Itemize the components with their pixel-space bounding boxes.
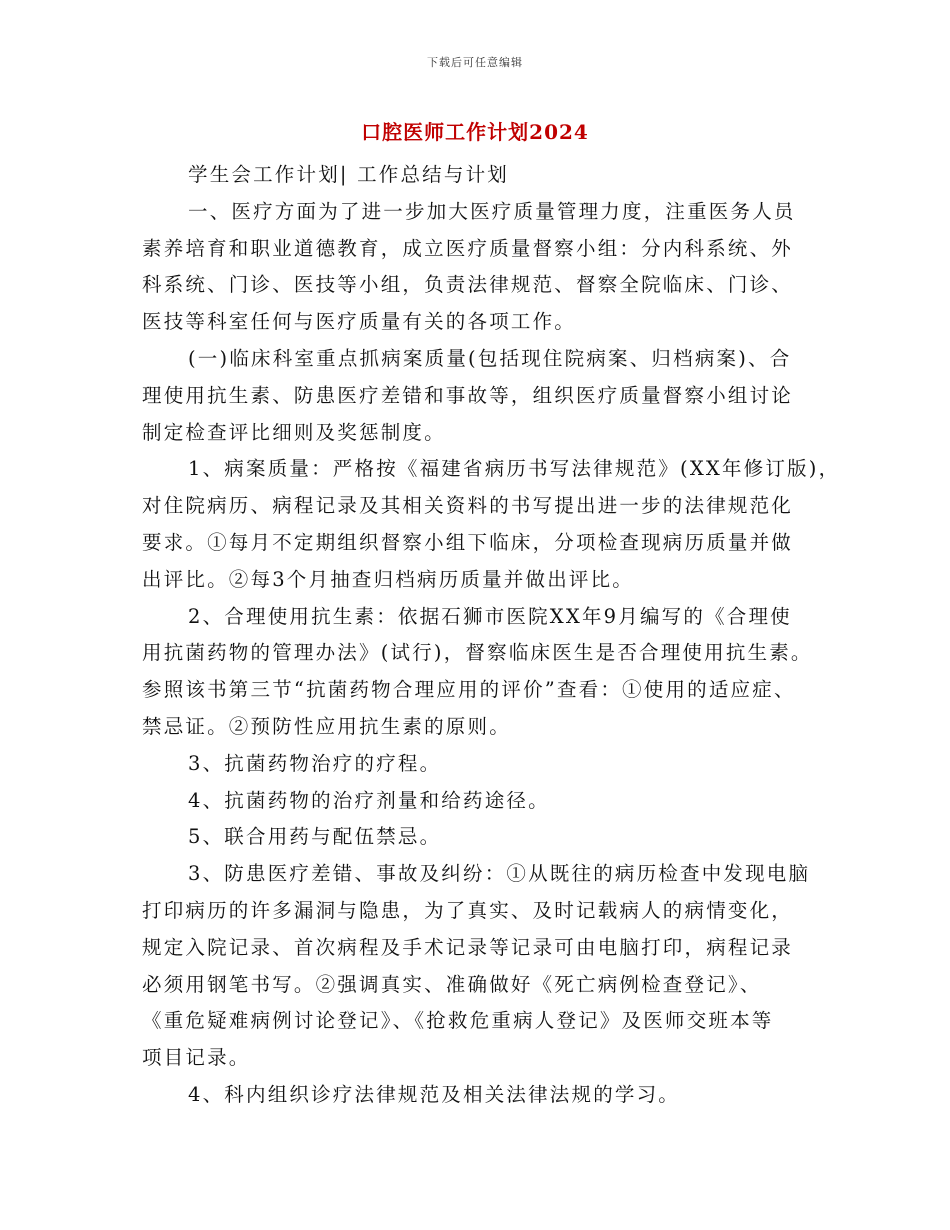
document-title: 口腔医师工作计划2024 <box>361 120 589 144</box>
paragraph <box>142 599 842 746</box>
paragraph-line: 素养培育和职业道德教育，成立医疗质量督察小组：分内科系统、外 <box>142 236 794 260</box>
paragraph-line: 《重危疑难病例讨论登记》、《抢救危重病人登记》及医师交班本等 <box>142 1009 774 1033</box>
paragraph-line: 4、科内组织诊疗法律规范及相关法律法规的学习。 <box>188 1082 681 1106</box>
paragraph <box>142 1077 842 1114</box>
paragraph-line: 用抗菌药物的管理办法》(试行)，督察临床医生是否合理使用抗生素。 <box>142 641 813 665</box>
paragraph <box>142 341 842 451</box>
paragraph-line: 必须用钢笔书写。②强调真实、准确做好《死亡病例检查登记》、 <box>142 972 762 996</box>
paragraph <box>142 194 842 341</box>
paragraph-line: 要求。①每月不定期组织督察小组下临床，分项检查现病历质量并做 <box>142 530 794 554</box>
document-body <box>142 157 842 1114</box>
paragraph-line: (一)临床科室重点抓病案质量(包括现住院病案、归档病案)、合 <box>188 346 792 370</box>
paragraph-line: 学生会工作计划| 工作总结与计划 <box>188 163 509 186</box>
paragraph-line: 医技等科室任何与医疗质量有关的各项工作。 <box>142 310 577 334</box>
paragraph-line: 打印病历的许多漏洞与隐患，为了真实、及时记载病人的病情变化， <box>142 898 794 922</box>
paragraph-line: 规定入院记录、首次病程及手术记录等记录可由电脑打印，病程记录 <box>142 935 794 959</box>
header-note: 下载后可任意编辑 <box>427 56 523 69</box>
paragraph <box>142 451 842 598</box>
paragraph-line: 一、医疗方面为了进一步加大医疗质量管理力度，注重医务人员 <box>188 199 796 223</box>
paragraph-line: 2、合理使用抗生素：依据石狮市医院XX年9月编写的《合理使 <box>188 604 792 628</box>
paragraph-line: 出评比。②每3个月抽查归档病历质量并做出评比。 <box>142 567 635 591</box>
paragraph <box>142 856 842 1077</box>
paragraph-line: 1、病案质量：严格按《福建省病历书写法律规范》(XX年修订版)， <box>188 457 841 481</box>
paragraph-line: 制定检查评比细则及奖惩制度。 <box>142 420 446 444</box>
paragraph-line: 科系统、门诊、医技等小组，负责法律规范、督察全院临床、门诊、 <box>142 273 794 297</box>
paragraph-line: 3、抗菌药物治疗的疗程。 <box>188 751 442 775</box>
paragraph <box>142 819 842 856</box>
paragraph-line: 3、防患医疗差错、事故及纠纷：①从既往的病历检查中发现电脑 <box>188 862 811 886</box>
paragraph-line: 理使用抗生素、防患医疗差错和事故等，组织医疗质量督察小组讨论 <box>142 383 794 407</box>
paragraph <box>142 746 842 783</box>
paragraph-line: 禁忌证。②预防性应用抗生素的原则。 <box>142 714 511 738</box>
paragraph <box>142 783 842 820</box>
paragraph-line: 对住院病历、病程记录及其相关资料的书写提出进一步的法律规范化 <box>142 494 794 518</box>
paragraph-line: 4、抗菌药物的治疗剂量和给药途径。 <box>188 788 550 812</box>
paragraph-line: 参照该书第三节“抗菌药物合理应用的评价”查看：①使用的适应症、 <box>142 678 796 702</box>
paragraph-line: 5、联合用药与配伍禁忌。 <box>188 825 442 849</box>
paragraph-line: 项目记录。 <box>142 1046 251 1070</box>
paragraph <box>142 157 842 194</box>
